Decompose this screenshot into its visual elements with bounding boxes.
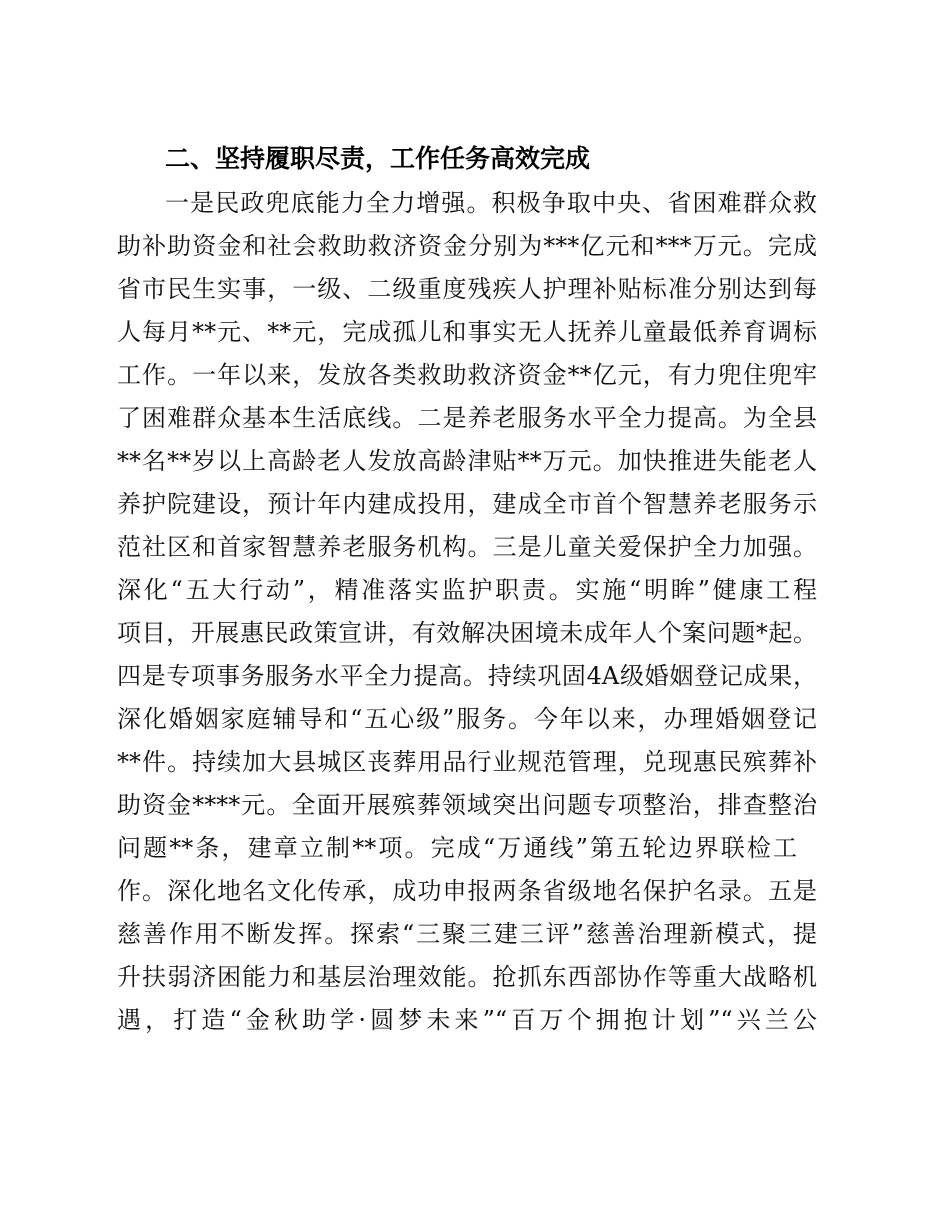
paragraph-line: 遇，打造“金秋助学·圆梦未来”“百万个拥抱计划”“兴兰公 [117,1006,817,1034]
paragraph-line: 人每月**元、**元，完成孤儿和事实无人抚养儿童最低养育调标 [117,318,817,346]
paragraph-line: 助资金****元。全面开展殡葬领域突出问题专项整治，排查整治 [117,791,817,819]
paragraph-line: 项目，开展惠民政策宣讲，有效解决困境未成年人个案问题*起。 [117,619,817,647]
paragraph-line: 慈善作用不断发挥。探索“三聚三建三评”慈善治理新模式，提 [117,920,817,948]
paragraph-line: 省市民生实事，一级、二级重度残疾人护理补贴标准分别达到每 [117,275,817,303]
paragraph-line: 助补助资金和社会救助救济资金分别为***亿元和***万元。完成 [117,232,817,260]
paragraph-line: 了困难群众基本生活底线。二是养老服务水平全力提高。为全县 [117,404,817,432]
paragraph-line: 范社区和首家智慧养老服务机构。三是儿童关爱保护全力加强。 [117,533,817,561]
paragraph-line: 深化婚姻家庭辅导和“五心级”服务。今年以来，办理婚姻登记 [117,705,817,733]
paragraph-line: 问题**条，建章立制**项。完成“万通线”第五轮边界联检工 [117,834,797,862]
paragraph-line: 升扶弱济困能力和基层治理效能。抢抓东西部协作等重大战略机 [117,963,817,991]
paragraph-line: **件。持续加大县城区丧葬用品行业规范管理，兑现惠民殡葬补 [117,748,817,776]
paragraph-line: **名**岁以上高龄老人发放高龄津贴**万元。加快推进失能老人 [117,447,817,475]
paragraph-line: 深化“五大行动”，精准落实监护职责。实施“明眸”健康工程 [117,576,817,604]
section-heading: 二、坚持履职尽责，工作任务高效完成 [165,144,591,173]
paragraph-line: 工作。一年以来，发放各类救助救济资金**亿元，有力兜住兜牢 [117,361,817,389]
paragraph-line: 四是专项事务服务水平全力提高。持续巩固4A级婚姻登记成果， [117,662,817,690]
paragraph-line: 养护院建设，预计年内建成投用，建成全市首个智慧养老服务示 [117,490,817,518]
paragraph-line: 一是民政兜底能力全力增强。积极争取中央、省困难群众救 [165,189,817,217]
paragraph-line: 作。深化地名文化传承，成功申报两条省级地名保护名录。五是 [117,877,817,905]
